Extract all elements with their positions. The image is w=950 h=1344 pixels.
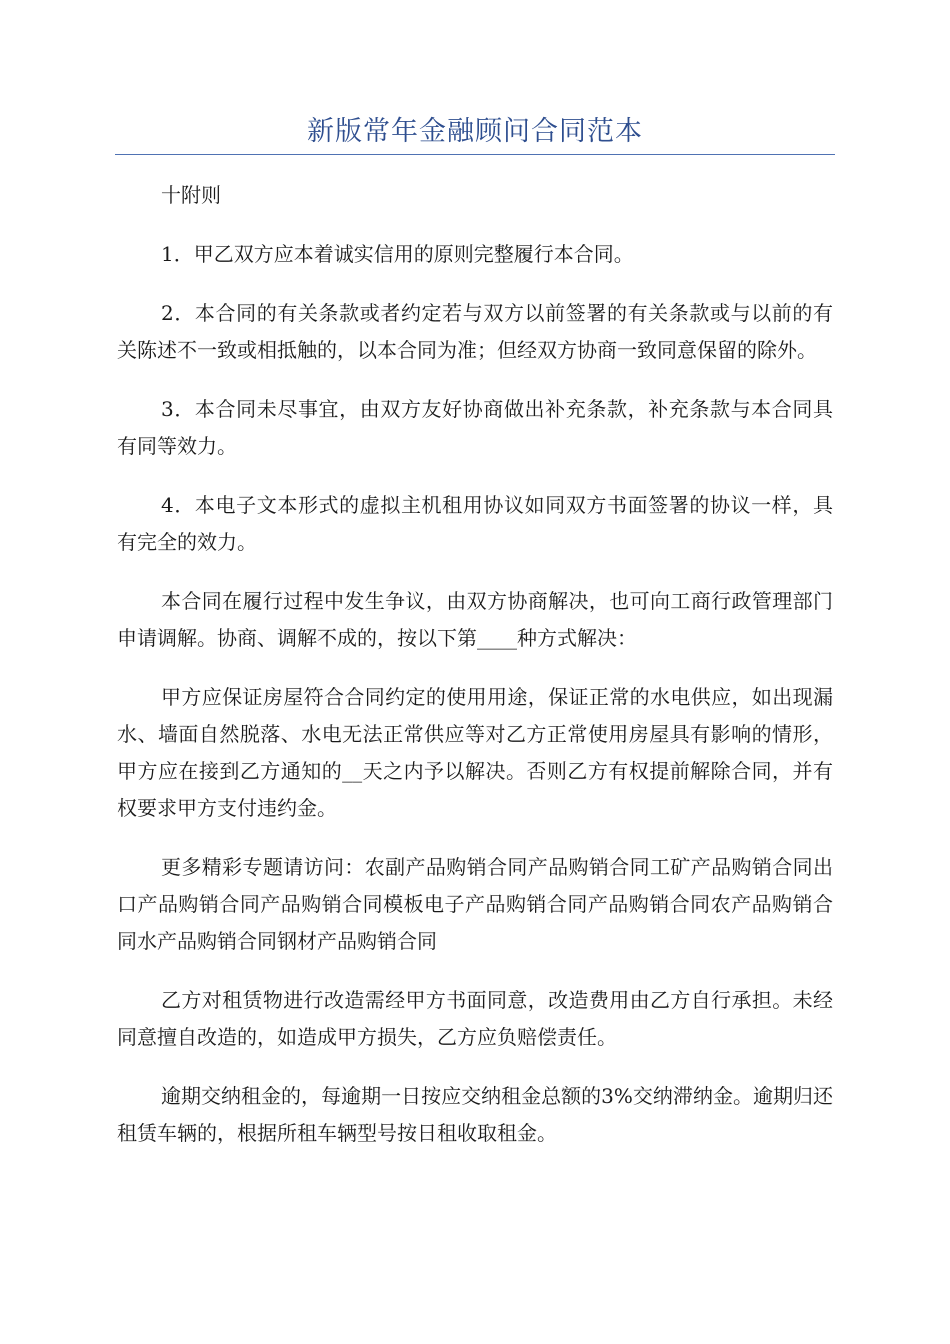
paragraph-section-heading: 十附则 xyxy=(161,183,221,207)
paragraph-landlord-duty: 甲方应保证房屋符合合同约定的使用用途，保证正常的水电供应，如出现漏水、墙面自然脱落、水电无法正常供应等对乙方正常使用房屋具有影响的情形，甲方应在接到乙方通知的__天之内予以解决。否则乙方有权提前解除合同，并有权要求甲方支付违约金。 xyxy=(117,685,833,820)
paragraph-more-topics: 更多精彩专题请访问：农副产品购销合同产品购销合同工矿产品购销合同出口产品购销合同产品购销合同模板电子产品购销合同产品购销合同农产品购销合同水产品购销合同钢材产品购销合同 xyxy=(117,855,833,953)
document-body xyxy=(117,177,833,1174)
document-title: 新版常年金融顾问合同范本 xyxy=(307,116,643,147)
paragraph-clause-2: 2．本合同的有关条款或者约定若与双方以前签署的有关条款或与以前的有关陈述不一致或相抵触的，以本合同为准；但经双方协商一致同意保留的除外。 xyxy=(117,301,833,362)
paragraph-clause-4: 4．本电子文本形式的虚拟主机租用协议如同双方书面签署的协议一样，具有完全的效力。 xyxy=(117,493,833,554)
paragraph-clause-3: 3．本合同未尽事宜，由双方友好协商做出补充条款，补充条款与本合同具有同等效力。 xyxy=(117,397,833,458)
paragraph-late-payment: 逾期交纳租金的，每逾期一日按应交纳租金总额的3%交纳滞纳金。逾期归还租赁车辆的，根据所租车辆型号按日租收取租金。 xyxy=(117,1084,833,1145)
paragraph-clause-1: 1．甲乙双方应本着诚实信用的原则完整履行本合同。 xyxy=(161,242,634,266)
paragraph-modification: 乙方对租赁物进行改造需经甲方书面同意，改造费用由乙方自行承担。未经同意擅自改造的，如造成甲方损失，乙方应负赔偿责任。 xyxy=(117,988,833,1049)
title-underline xyxy=(115,154,835,155)
paragraph-dispute: 本合同在履行过程中发生争议，由双方协商解决，也可向工商行政管理部门申请调解。协商、调解不成的，按以下第____种方式解决： xyxy=(117,589,833,650)
